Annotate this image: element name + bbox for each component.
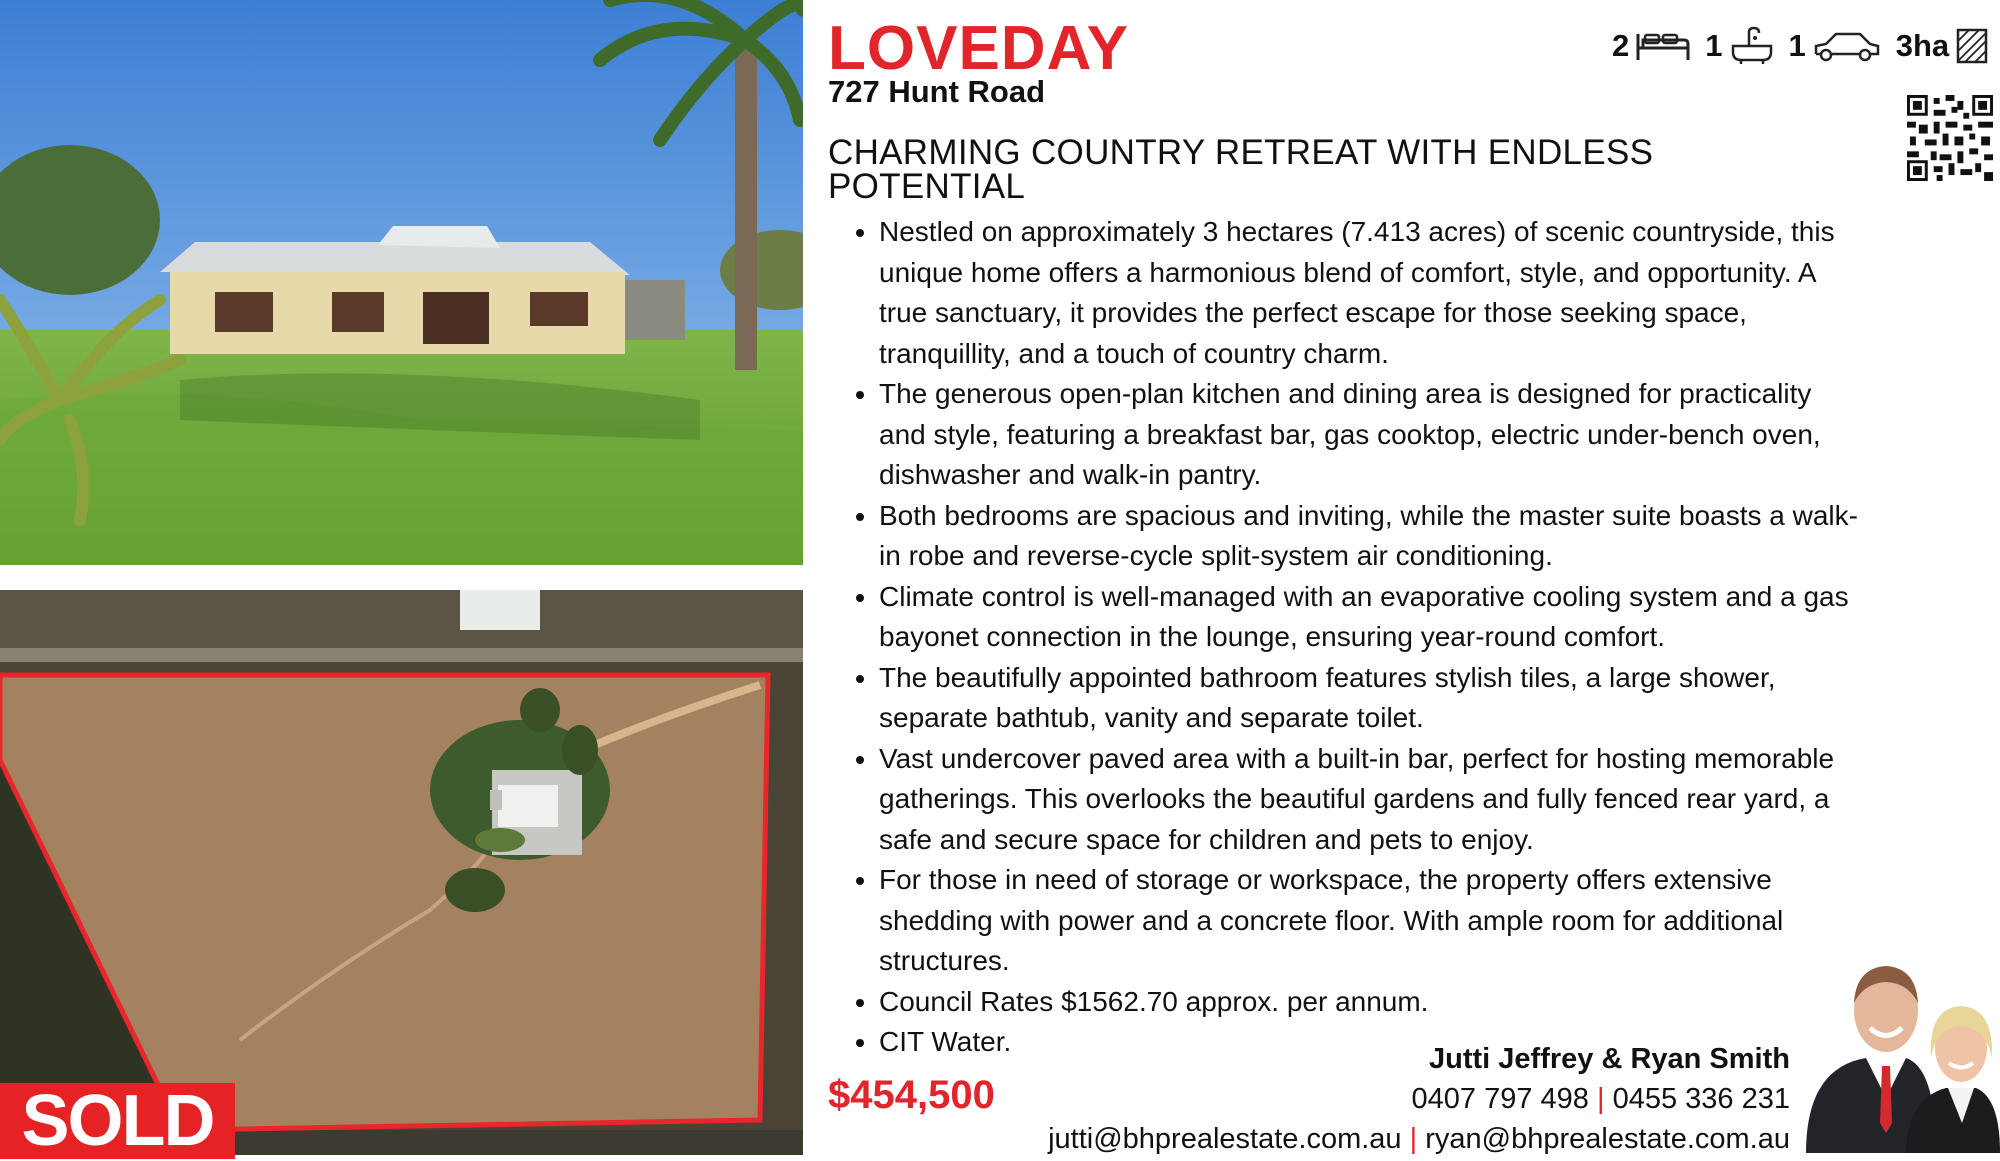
car-icon — [1812, 26, 1882, 66]
bed-icon — [1635, 26, 1691, 66]
phone-link-2[interactable]: 0455 336 231 — [1612, 1083, 1790, 1115]
agent-contact-block — [1048, 1039, 1790, 1159]
listing-headline: CHARMING COUNTRY RETREAT WITH ENDLESS POTENTIAL — [828, 133, 1654, 206]
agent-phones — [1048, 1079, 1790, 1119]
sold-badge: SOLD — [0, 1083, 235, 1159]
agent-names: Jutti Jeffrey & Ryan Smith — [1429, 1043, 1790, 1075]
email-link-2[interactable]: ryan@bhprealestate.com.au — [1425, 1123, 1790, 1155]
list-item: • Both bedrooms are spacious and inviting, while the master suite boasts a walk-in robe and reverse-cycle split-system air conditioning. — [879, 496, 1859, 577]
agent-photo — [1796, 948, 2000, 1153]
bedrooms-count: 2 — [1612, 28, 1630, 63]
car-feature — [1789, 26, 1882, 66]
bathrooms-count: 1 — [1705, 28, 1723, 63]
separator: | — [1409, 1123, 1418, 1155]
list-item: • Nestled on approximately 3 hectares (7.413 acres) of scenic countryside, this unique home offers a harmonious blend of comfort, style, and opportunity. A true sanctuary, it provides the perfect escape for those seeking space, tranquillity, and a touch of country charm. — [879, 212, 1859, 374]
separator: | — [1596, 1083, 1605, 1115]
car-count: 1 — [1788, 28, 1806, 63]
bathrooms-feature — [1705, 26, 1774, 66]
land-icon — [1955, 27, 1989, 65]
list-item: • Vast undercover paved area with a built-in bar, perfect for hosting memorable gatherings. This overlooks the beautiful gardens and fully fenced rear yard, a safe and secure space for children and pets to enjoy. — [879, 739, 1859, 861]
agent-emails — [1048, 1119, 1790, 1159]
land-size: 3ha — [1895, 28, 1950, 63]
qr-code-icon[interactable] — [1907, 95, 1993, 181]
property-features — [1612, 26, 2000, 66]
land-feature — [1896, 27, 1989, 65]
list-item: • CIT Water. — [879, 1022, 1859, 1063]
bedrooms-feature — [1612, 26, 1691, 66]
list-item: • For those in need of storage or workspace, the property offers extensive shedding with power and a concrete floor. With ample room for additional structures. — [879, 860, 1859, 982]
features-list — [853, 212, 1859, 1063]
sale-price: $454,500 — [828, 1073, 995, 1117]
suburb-title: LOVEDAY — [828, 14, 1130, 83]
list-item: • Council Rates $1562.70 approx. per annum. — [879, 982, 1859, 1023]
bath-icon — [1729, 26, 1775, 66]
email-link-1[interactable]: jutti@bhprealestate.com.au — [1048, 1123, 1402, 1155]
list-item: • The generous open-plan kitchen and dining area is designed for practicality and style, featuring a breakfast bar, gas cooktop, electric under-bench oven, dishwasher and walk-in pantry. — [879, 374, 1859, 496]
phone-link-1[interactable]: 0407 797 498 — [1411, 1083, 1589, 1115]
list-item: • Climate control is well-managed with an evaporative cooling system and a gas bayonet connection in the lounge, ensuring year-round comfort. — [879, 577, 1859, 658]
list-item: • The beautifully appointed bathroom features stylish tiles, a large shower, separate bathtub, vanity and separate toilet. — [879, 658, 1859, 739]
aerial-photo — [0, 590, 803, 1155]
house-photo — [0, 0, 803, 565]
street-address: 727 Hunt Road — [828, 74, 1046, 109]
